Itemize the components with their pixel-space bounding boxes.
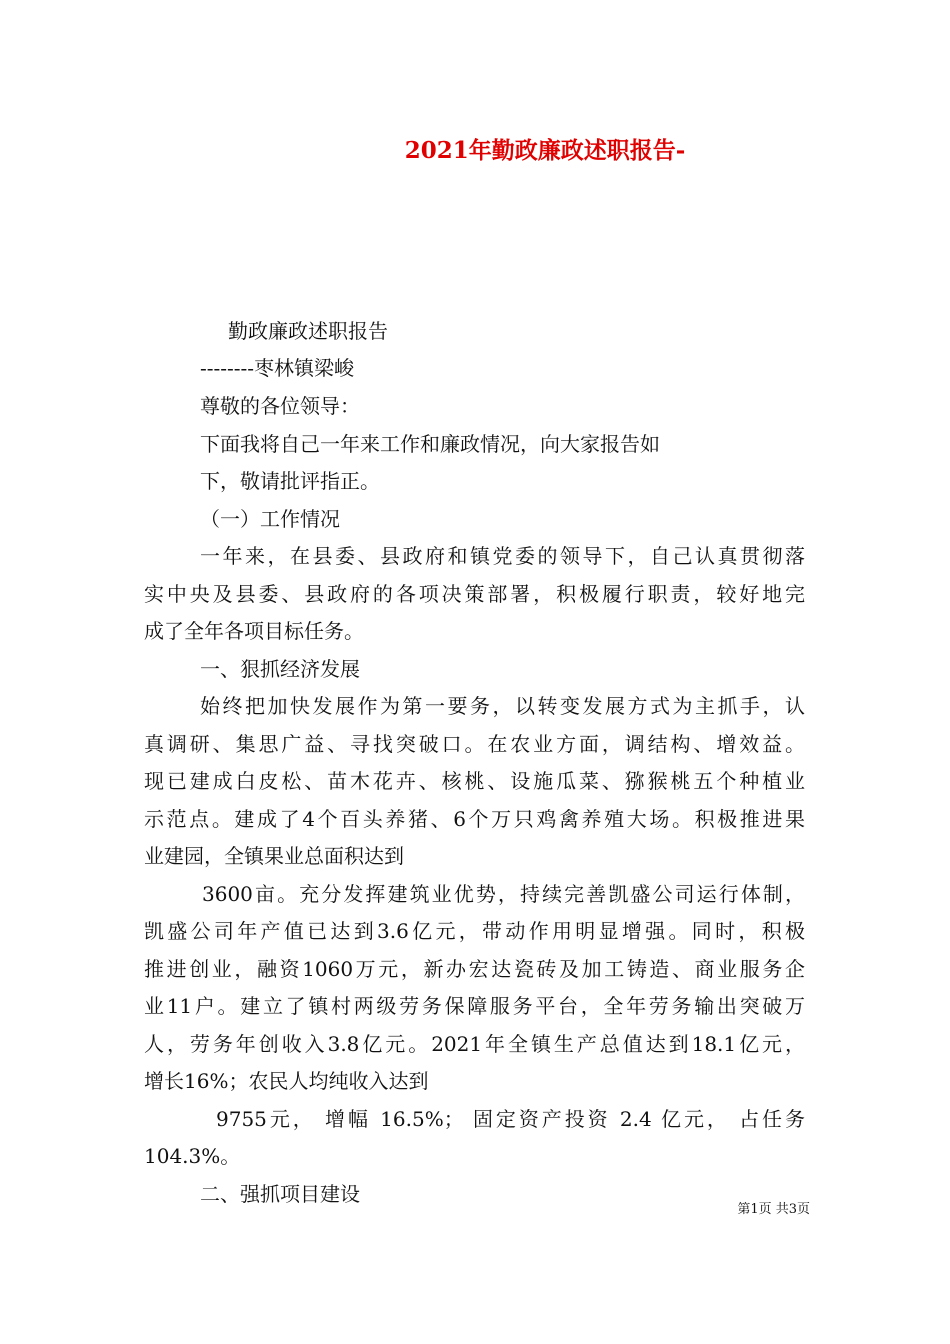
body-line: 现已建成白皮松、苗木花卉、核桃、设施瓜菜、猕猴桃五个种植业 (144, 769, 805, 793)
body-line: 下，敬请批评指正。 (200, 469, 380, 493)
author-line: --------枣林镇梁峻 (200, 356, 355, 380)
page-number: 第1页 共3页 (737, 1202, 810, 1217)
body-line: 下面我将自己一年来工作和廉政情况，向大家报告如 (200, 432, 660, 456)
body-line: 业11户。建立了镇村两级劳务保障服务平台，全年劳务输出突破万 (144, 994, 805, 1018)
body-line: 增长16%；农民人均纯收入达到 (144, 1069, 429, 1093)
body-line: 9755元， 增幅 16.5%； 固定资产投资 2.4 亿元， 占任务 (216, 1107, 805, 1131)
body-line: 始终把加快发展作为第一要务，以转变发展方式为主抓手，认 (200, 694, 805, 718)
body-line: 凯盛公司年产值已达到3.6亿元，带动作用明显增强。同时，积极 (144, 919, 805, 943)
section-heading: 二、强抓项目建设 (200, 1182, 360, 1206)
body-line: 示范点。建成了4个百头养猪、6个万只鸡禽养殖大场。积极推进果 (144, 807, 805, 831)
body-line: 成了全年各项目标任务。 (144, 619, 364, 643)
section-heading: 一、狠抓经济发展 (200, 657, 360, 681)
body-line: 人，劳务年创收入3.8亿元。2021年全镇生产总值达到18.1亿元， (144, 1032, 805, 1056)
body-line: 业建园，全镇果业总面积达到 (144, 844, 404, 868)
document-title: 2021年勤政廉政述职报告- (404, 137, 686, 164)
salutation: 尊敬的各位领导： (200, 394, 360, 418)
body-line: 3600亩。充分发挥建筑业优势，持续完善凯盛公司运行体制， (202, 882, 805, 906)
body-line: 实中央及县委、县政府的各项决策部署，积极履行职责，较好地完 (144, 582, 805, 606)
report-heading: 勤政廉政述职报告 (228, 319, 388, 343)
body-line: 真调研、集思广益、寻找突破口。在农业方面，调结构、增效益。 (144, 732, 805, 756)
section-heading: （一）工作情况 (200, 507, 340, 531)
body-line: 推进创业，融资1060万元，新办宏达瓷砖及加工铸造、商业服务企 (144, 957, 805, 981)
body-line: 104.3%。 (144, 1144, 241, 1168)
body-line: 一年来，在县委、县政府和镇党委的领导下，自己认真贯彻落 (200, 544, 805, 568)
